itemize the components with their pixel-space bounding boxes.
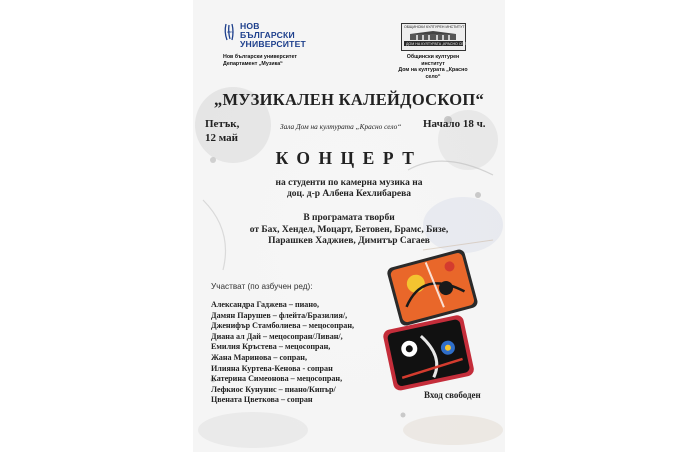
culture-caption-line: Дом на културата „Красно село“ — [398, 67, 468, 80]
nbu-logo-line: УНИВЕРСИТЕТ — [240, 39, 306, 49]
list-item: Жана Маринова – сопран, — [211, 352, 307, 362]
list-item: Лефкиос Кунунис – пиано/Кипър/ — [211, 384, 336, 394]
list-item: Емилия Кръстева – мецосопран, — [211, 342, 331, 352]
event-date-line: 12 май — [205, 132, 239, 144]
culture-logo-bar — [404, 41, 471, 46]
program-info — [193, 213, 505, 248]
participants-list — [211, 300, 354, 406]
list-item: Илияна Куртева-Кенова - сопран — [211, 363, 333, 373]
nbu-mark-text: НБУ — [227, 30, 233, 34]
culture-logo-line: ОБЩИНСКИ КУЛТУРЕН ИНСТИТУТ — [404, 25, 465, 29]
nbu-caption-line: Департамент „Музика“ — [223, 60, 283, 67]
students-line: на студенти по камерна музика на — [275, 178, 423, 188]
nbu-caption-line: Нов български университет — [223, 54, 297, 60]
students-info — [193, 178, 505, 200]
nbu-logo-text — [240, 22, 306, 49]
program-line: Парашкев Хаджиев, Димитър Сагаев — [268, 236, 430, 246]
list-item: Александра Гаджева – пиано, — [211, 300, 320, 309]
list-item: Дамян Парушев – флейта/Бразилия/, — [211, 310, 348, 320]
participants-label: Участват (по азбучен ред): — [211, 282, 313, 291]
event-title: „МУЗИКАЛЕН КАЛЕЙДОСКОП“ — [213, 90, 485, 109]
culture-institute-logo — [401, 23, 471, 51]
free-entry-note: Вход свободен — [424, 390, 481, 400]
culture-logo-text — [404, 25, 465, 29]
nbu-mark-icon — [223, 22, 237, 42]
list-item: Дженифър Стамболиева – мецосопран, — [211, 321, 355, 331]
concert-heading: КОНЦЕРТ — [275, 148, 423, 168]
building-graphic — [408, 31, 458, 40]
culture-caption-line: Общински културен институт — [406, 54, 460, 67]
nbu-logo-line: НОВ — [240, 21, 260, 31]
list-item: Диана ал Дай – мецосопран/Ливан/, — [211, 331, 343, 341]
list-item: Катерина Симеонова – мецосопран, — [211, 374, 343, 384]
event-date — [205, 117, 239, 145]
nbu-logo-line: БЪЛГАРСКИ — [240, 30, 295, 40]
concert-poster — [193, 0, 505, 452]
list-item: Цвената Цветкова – сопран — [211, 395, 313, 405]
program-line: от Бах, Хендел, Моцарт, Бетовен, Брамс, Бизе, — [249, 224, 449, 235]
event-venue: Зала Дом на културата „Красно село“ — [280, 122, 402, 131]
building-icon — [408, 31, 458, 41]
students-line: доц. д-р Албена Кехлибарева — [286, 189, 412, 199]
event-date-line: Петък, — [205, 118, 240, 130]
culture-logo-line: ДОМ НА КУЛТУРАТА „КРАСНО СЕЛО“ — [406, 41, 471, 46]
event-start-time: Начало 18 ч. — [423, 118, 486, 130]
program-line: В програмата творби — [303, 213, 395, 223]
nbu-caption — [223, 54, 297, 67]
culture-caption — [397, 54, 469, 80]
